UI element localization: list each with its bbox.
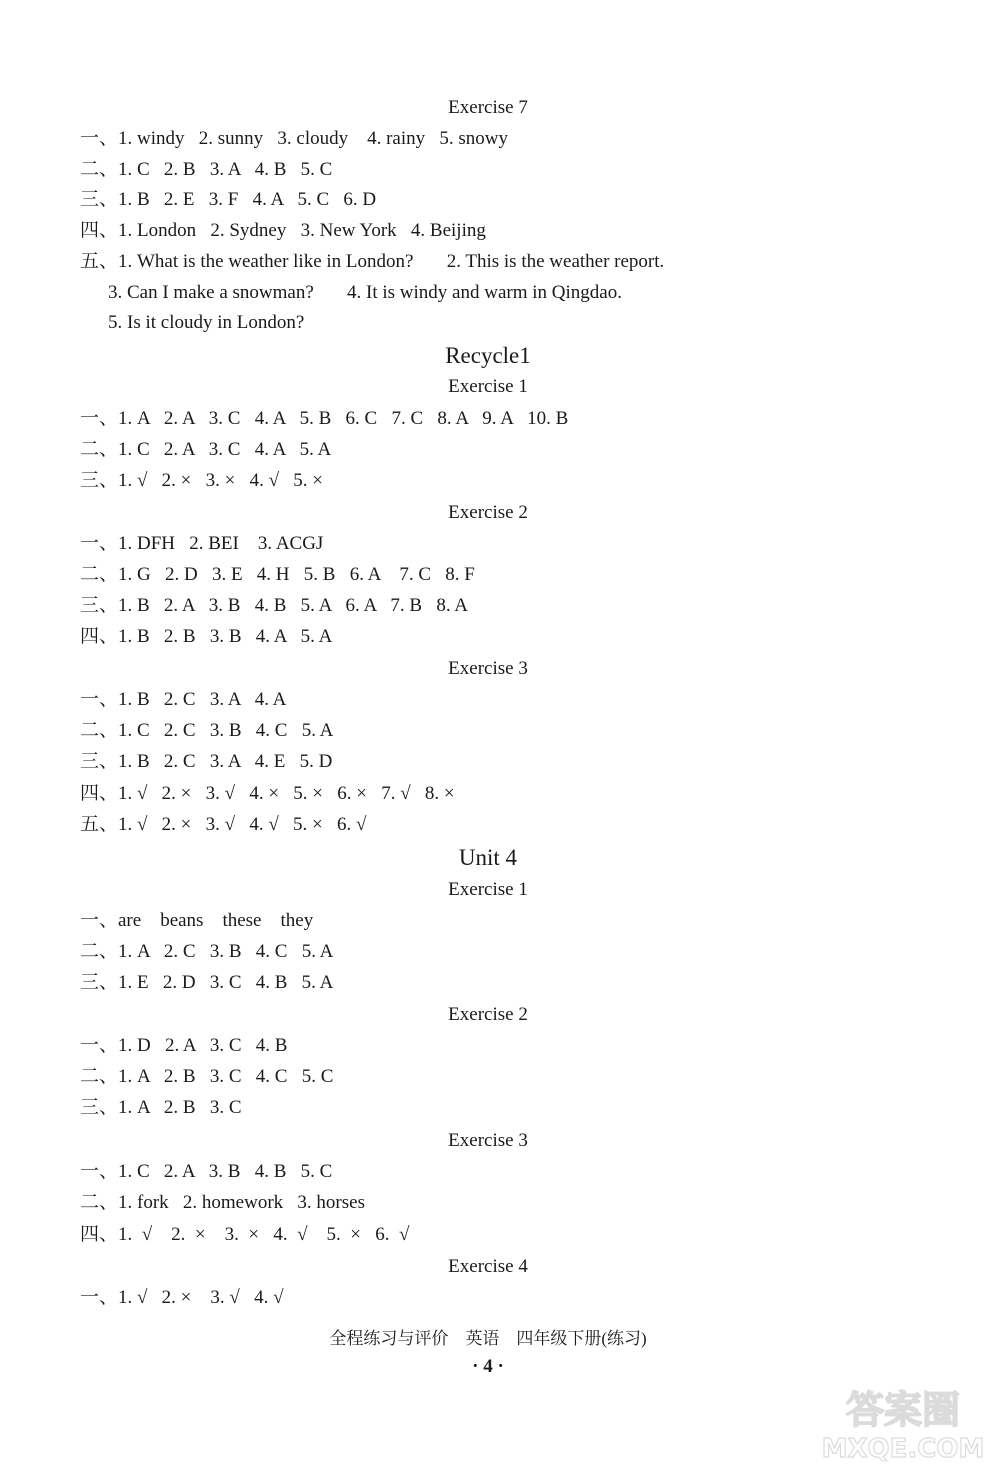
r1-ex2-part1-answers: 一、1. DFH 2. BEI 3. ACGJ <box>80 533 324 554</box>
r1-ex2-part4-answers: 四、1. B 2. B 3. B 4. A 5. A <box>80 626 333 647</box>
recycle1-title: Recycle1 <box>445 343 531 368</box>
recycle1-exercise-1-heading: Exercise 1 <box>448 376 528 397</box>
unit4-exercise-2-heading: Exercise 2 <box>448 1004 528 1025</box>
ex7-part3-answers: 三、1. B 2. E 3. F 4. A 5. C 6. D <box>80 189 377 210</box>
r1-ex3-part2-answers: 二、1. C 2. C 3. B 4. C 5. A <box>80 720 334 741</box>
r1-ex1-part1-answers: 一、1. A 2. A 3. C 4. A 5. B 6. C 7. C 8. A 9. A 10. B <box>80 408 569 429</box>
ex7-part4-answers: 四、1. London 2. Sydney 3. New York 4. Beijing <box>80 220 486 241</box>
r1-ex1-part3-answers: 三、1. √ 2. × 3. × 4. √ 5. × <box>80 470 324 491</box>
ex7-part5-answers-line1: 五、1. What is the weather like in London? 2. This is the weather report. <box>80 251 665 272</box>
u4-ex1-part3-answers: 三、1. E 2. D 3. C 4. B 5. A <box>80 972 334 993</box>
r1-ex3-part5-answers: 五、1. √ 2. × 3. √ 4. √ 5. × 6. √ <box>80 814 367 835</box>
r1-ex2-part2-answers: 二、1. G 2. D 3. E 4. H 5. B 6. A 7. C 8. F <box>80 564 475 585</box>
u4-ex1-part2-answers: 二、1. A 2. C 3. B 4. C 5. A <box>80 941 334 962</box>
u4-ex2-part3-answers: 三、1. A 2. B 3. C <box>80 1097 242 1118</box>
r1-ex3-part1-answers: 一、1. B 2. C 3. A 4. A <box>80 689 287 710</box>
u4-ex3-part2-answers: 二、1. fork 2. homework 3. horses <box>80 1192 365 1213</box>
u4-ex2-part1-answers: 一、1. D 2. A 3. C 4. B <box>80 1035 288 1056</box>
page-number: · 4 · <box>472 1356 504 1377</box>
ex7-part5-answers-line3: 5. Is it cloudy in London? <box>108 312 305 333</box>
r1-ex3-part3-answers: 三、1. B 2. C 3. A 4. E 5. D <box>80 751 333 772</box>
recycle1-exercise-2-heading: Exercise 2 <box>448 502 528 523</box>
ex7-part2-answers: 二、1. C 2. B 3. A 4. B 5. C <box>80 159 333 180</box>
u4-ex3-part1-answers: 一、1. C 2. A 3. B 4. B 5. C <box>80 1161 333 1182</box>
exercise-7-heading: Exercise 7 <box>448 97 528 118</box>
unit4-title: Unit 4 <box>458 845 518 870</box>
u4-ex2-part2-answers: 二、1. A 2. B 3. C 4. C 5. C <box>80 1066 334 1087</box>
r1-ex1-part2-answers: 二、1. C 2. A 3. C 4. A 5. A <box>80 439 332 460</box>
u4-ex4-part1-answers: 一、1. √ 2. × 3. √ 4. √ <box>80 1287 284 1308</box>
watermark-logo <box>818 1375 988 1465</box>
unit4-exercise-1-heading: Exercise 1 <box>448 879 528 900</box>
u4-ex3-part4-answers: 四、1. √ 2. × 3. × 4. √ 5. × 6. √ <box>80 1224 410 1245</box>
book-title-footer: 全程练习与评价 英语 四年级下册(练习) <box>329 1329 647 1348</box>
svg-text:答案圈: 答案圈 <box>845 1388 961 1432</box>
ex7-part5-answers-line2: 3. Can I make a snowman? 4. It is windy and warm in Qingdao. <box>108 282 622 303</box>
svg-text:MXQE.COM: MXQE.COM <box>821 1434 985 1464</box>
unit4-exercise-4-heading: Exercise 4 <box>448 1256 528 1277</box>
ex7-part1-answers: 一、1. windy 2. sunny 3. cloudy 4. rainy 5. snowy <box>80 128 509 149</box>
u4-ex1-part1-answers: 一、are beans these they <box>80 910 314 931</box>
r1-ex3-part4-answers: 四、1. √ 2. × 3. √ 4. × 5. × 6. × 7. √ 8. × <box>80 783 455 804</box>
r1-ex2-part3-answers: 三、1. B 2. A 3. B 4. B 5. A 6. A 7. B 8. A <box>80 595 468 616</box>
recycle1-exercise-3-heading: Exercise 3 <box>448 658 528 679</box>
unit4-exercise-3-heading: Exercise 3 <box>448 1130 528 1151</box>
